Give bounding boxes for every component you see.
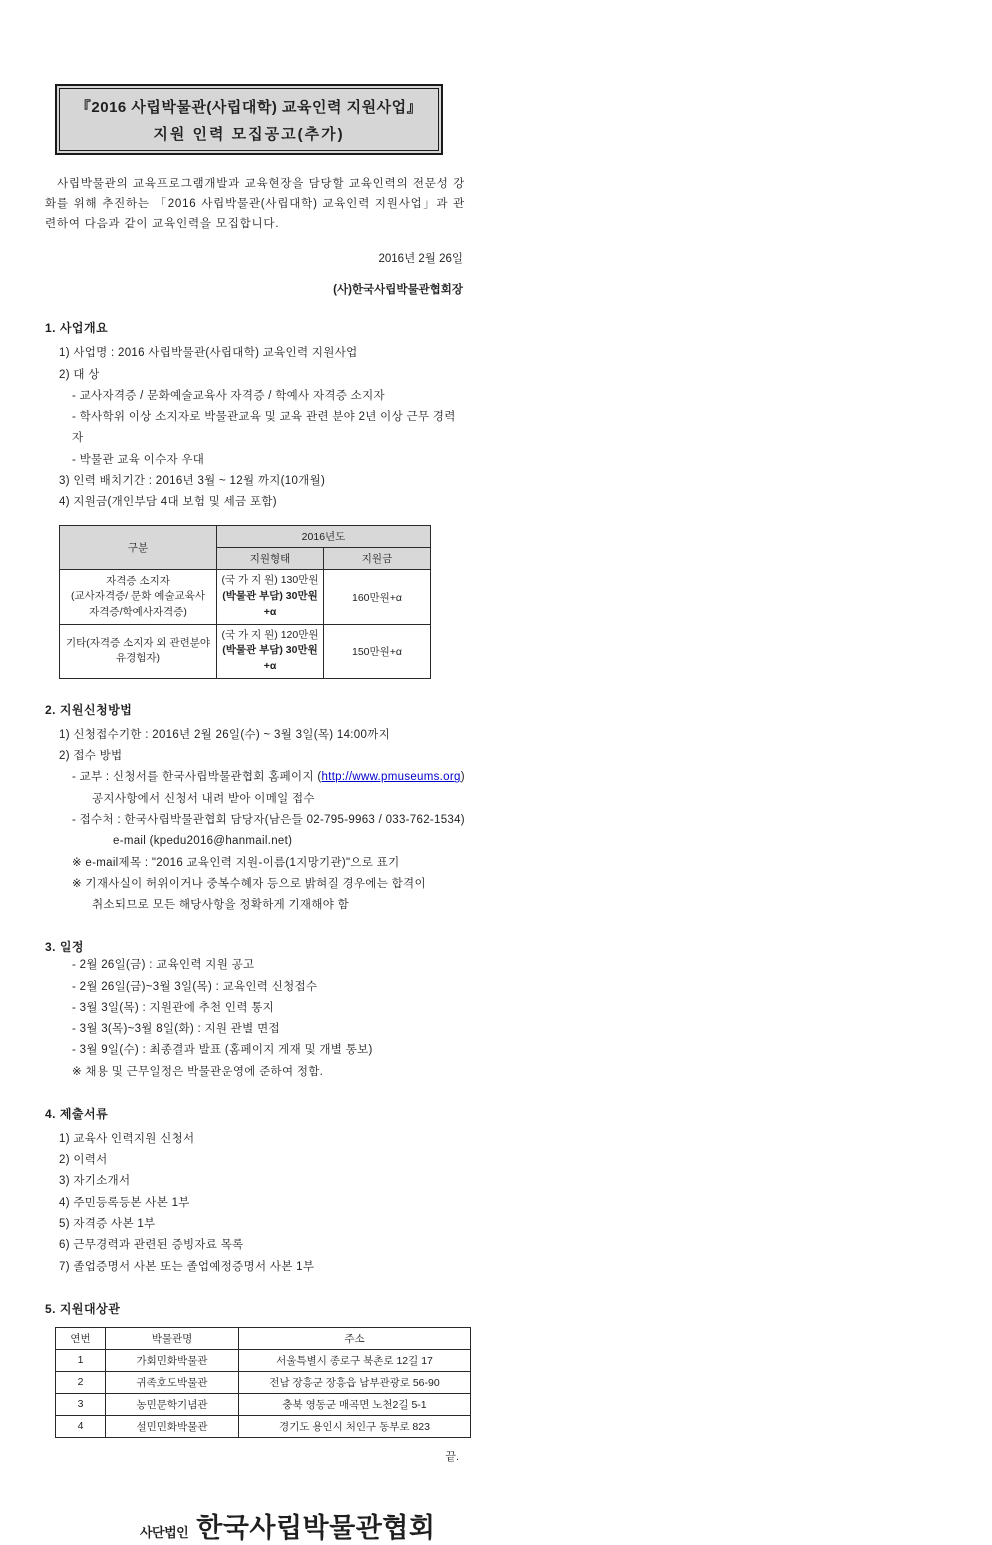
- museum-address: 서울특별시 종로구 북촌로 12길 17: [239, 1349, 471, 1371]
- section-apply-heading: 2. 지원신청방법: [45, 702, 133, 717]
- museum-address: 경기도 용인시 처인구 동부로 823: [239, 1415, 471, 1437]
- grant-table: [59, 525, 431, 679]
- document-item: 2) 이력서: [59, 1154, 108, 1167]
- grant-category-line: 유경험자): [115, 652, 161, 665]
- schedule-item: - 3월 3일(목) : 지원관에 추천 인력 통지: [72, 1001, 275, 1014]
- schedule-note: ※ 채용 및 근무일정은 박물관운영에 준하여 정함.: [72, 1065, 324, 1078]
- overview-item: 1) 사업명 : 2016 사립박물관(사립대학) 교육인력 지원사업: [59, 347, 358, 360]
- grant-support-state: (국 가 지 원) 120만원: [221, 628, 319, 641]
- museum-name: 농민문학기념관: [106, 1393, 239, 1415]
- apply-item-text: ): [460, 771, 465, 784]
- overview-item: - 교사자격증 / 문화예술교육사 자격증 / 학예사 자격증 소지자: [72, 389, 385, 402]
- grant-support-cell: [217, 570, 324, 624]
- document-title-line1: 『2016 사립박물관(사립대학) 교육인력 지원사업』: [75, 99, 423, 116]
- grant-table-col-amount: 지원금: [324, 548, 431, 570]
- overview-item: - 박물관 교육 이수자 우대: [72, 453, 205, 466]
- document-item: 7) 졸업증명서 사본 또는 졸업예정증명서 사본 1부: [59, 1260, 315, 1273]
- section-museums-heading: 5. 지원대상관: [45, 1301, 121, 1316]
- grant-category-line: 자격증/학예사자격증): [89, 605, 187, 618]
- grant-support-state: (국 가 지 원) 130만원: [221, 574, 319, 587]
- apply-note: ※ e-mail제목 : "2016 교육인력 지원-이름(1지망기관)"으로 표기: [72, 856, 400, 869]
- association-type-label: 사단법인: [140, 1524, 189, 1540]
- overview-item: 2) 대 상: [59, 368, 100, 381]
- apply-item: [45, 767, 465, 788]
- museum-no: 2: [56, 1371, 106, 1393]
- section-museums: [45, 1300, 465, 1464]
- museum-col-address: 주소: [239, 1327, 471, 1349]
- association-name: 한국사립박물관협회: [196, 1512, 436, 1543]
- pmuseums-link[interactable]: http://www.pmuseums.org: [321, 771, 461, 784]
- issuer-signature: (사)한국사립박물관협회장: [333, 284, 463, 297]
- table-row: [56, 1371, 471, 1393]
- apply-item: 2) 접수 방법: [59, 750, 123, 763]
- title-box-inner: [59, 88, 439, 151]
- apply-item: e-mail (kpedu2016@hanmail.net): [113, 835, 293, 848]
- museum-name: 설민민화박물관: [106, 1415, 239, 1437]
- museum-table-header-row: [56, 1327, 471, 1349]
- grant-category-line: 자격증 소지자: [106, 575, 170, 588]
- grant-table-header-row: [60, 526, 431, 548]
- document-content: [45, 84, 465, 1545]
- museum-address: 전남 장흥군 장흥읍 남부관광로 56-90: [239, 1371, 471, 1393]
- grant-category-line: 기타(자격증 소지자 외 관련분야: [65, 637, 211, 650]
- grant-category-line: (교사자격증/ 문화 예술교육사: [71, 590, 205, 603]
- grant-category-cell: [60, 570, 217, 624]
- document-item: 5) 자격증 사본 1부: [59, 1217, 156, 1230]
- schedule-item: - 3월 3(목)~3월 8일(화) : 지원 관별 면접: [72, 1023, 280, 1036]
- overview-item: - 학사학위 이상 소지자로 박물관교육 및 교육 관련 분야 2년 이상 근무 경력자: [72, 411, 456, 445]
- document-item: 4) 주민등록등본 사본 1부: [59, 1196, 190, 1209]
- museum-name: 귀족호도박물관: [106, 1371, 239, 1393]
- museum-col-no: 연번: [56, 1327, 106, 1349]
- schedule-item: - 2월 26일(금) : 교육인력 지원 공고: [72, 959, 255, 972]
- document-item: 6) 근무경력과 관련된 증빙자료 목록: [59, 1239, 244, 1252]
- grant-table-col-year: 2016년도: [217, 526, 431, 548]
- table-row: [56, 1349, 471, 1371]
- museum-no: 3: [56, 1393, 106, 1415]
- notice-date: 2016년 2월 26일: [378, 253, 463, 266]
- section-schedule: [45, 938, 465, 1083]
- grant-category-cell: [60, 624, 217, 678]
- table-row: [60, 570, 431, 624]
- overview-item: 4) 지원금(개인부담 4대 보험 및 세금 포함): [59, 496, 277, 509]
- museum-name: 가회민화박물관: [106, 1349, 239, 1371]
- section-schedule-heading: 3. 일정: [45, 940, 85, 955]
- grant-amount-cell: 150만원+α: [324, 624, 431, 678]
- overview-item: 3) 인력 배치기간 : 2016년 3월 ~ 12월 까지(10개월): [59, 474, 326, 487]
- section-overview-heading: 1. 사업개요: [45, 321, 109, 336]
- title-box: [55, 84, 443, 155]
- museum-table: [55, 1327, 471, 1438]
- apply-note: ※ 기재사실이 허위이거나 중복수혜자 등으로 밝혀질 경우에는 합격이: [72, 877, 426, 890]
- schedule-item: - 3월 9일(수) : 최종결과 발표 (홈페이지 게재 및 개별 통보): [72, 1044, 373, 1057]
- museum-address: 충북 영동군 매곡면 노천2길 5-1: [239, 1393, 471, 1415]
- document-item: 1) 교육사 인력지원 신청서: [59, 1132, 195, 1145]
- apply-note: 취소되므로 모든 해당사항을 정확하게 기재해야 함: [92, 899, 350, 912]
- section-apply: [45, 701, 465, 916]
- table-row: [56, 1415, 471, 1437]
- end-mark: 끝.: [445, 1450, 459, 1463]
- museum-col-name: 박물관명: [106, 1327, 239, 1349]
- grant-support-museum: (박물관 부담) 30만원+α: [222, 590, 318, 618]
- apply-item: - 접수처 : 한국사립박물관협회 담당자(남은들 02-795-9963 / 033-762-1534): [72, 813, 465, 826]
- grant-table-col-category: 구분: [60, 526, 217, 570]
- section-overview: [45, 319, 465, 679]
- apply-item: 1) 신청접수기한 : 2016년 2월 26일(수) ~ 3월 3일(목) 14:00까지: [59, 728, 390, 741]
- document-title-line2: 지원 인력 모집공고(추가): [153, 126, 345, 143]
- grant-support-museum: (박물관 부담) 30만원+α: [222, 644, 318, 673]
- document-item: 3) 자기소개서: [59, 1175, 131, 1188]
- grant-table-col-type: 지원형태: [217, 548, 324, 570]
- grant-amount-cell: 160만원+α: [324, 570, 431, 624]
- intro-paragraph: 사립박물관의 교육프로그램개발과 교육현장을 담당할 교육인력의 전문성 강화를 위해 추진하는 「2016 사립박물관(사립대학) 교육인력 지원사업」과 관련하여 다음과 같이 교육인력을 모집합니다.: [45, 178, 465, 230]
- apply-item: 공지사항에서 신청서 내려 받아 이메일 접수: [92, 792, 315, 805]
- schedule-item: - 2월 26일(금)~3월 3일(목) : 교육인력 신청접수: [72, 980, 318, 993]
- table-row: [60, 624, 431, 678]
- grant-support-cell: [217, 624, 324, 678]
- association-logo: [45, 1506, 465, 1545]
- section-documents: [45, 1105, 465, 1278]
- apply-item-text: - 교부 : 신청서를 한국사립박물관협회 홈페이지 (: [72, 771, 322, 784]
- section-documents-heading: 4. 제출서류: [45, 1106, 109, 1121]
- museum-no: 4: [56, 1415, 106, 1437]
- table-row: [56, 1393, 471, 1415]
- museum-no: 1: [56, 1349, 106, 1371]
